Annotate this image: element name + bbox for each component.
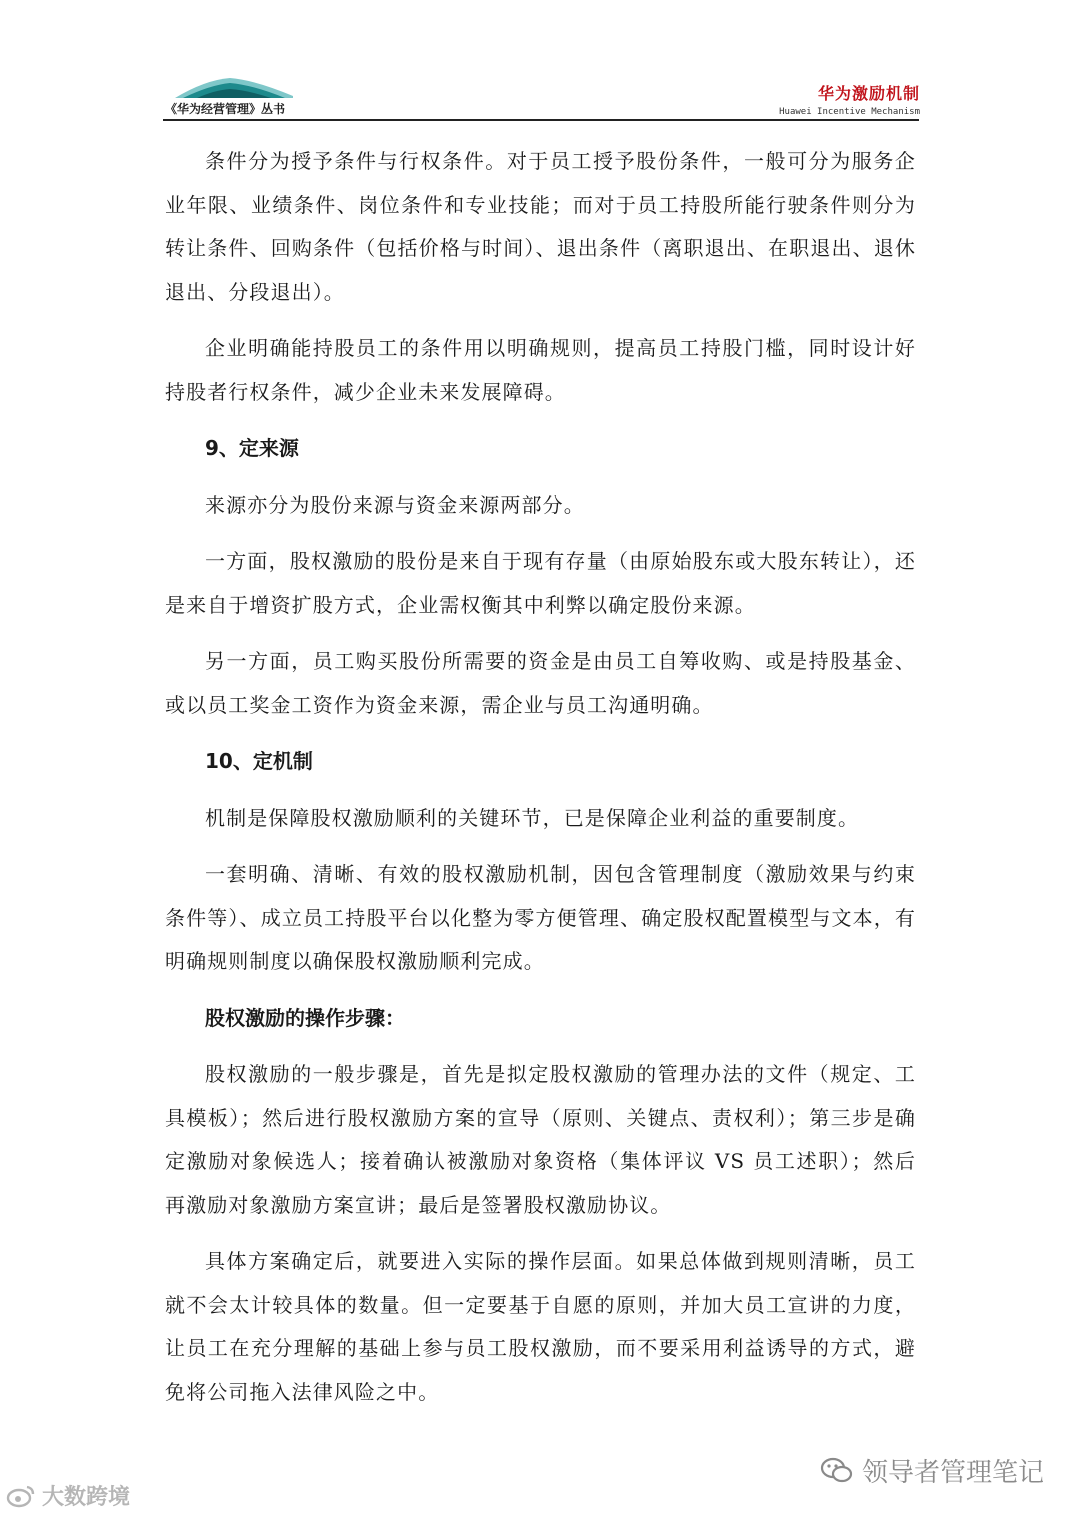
paragraph: 具体方案确定后，就要进入实际的操作层面。如果总体做到规则清晰，员工就不会太计较具体的数量。但一定要基于自愿的原则，并加大员工宣讲的力度，让员工在充分理解的基础上参与员工股权激励，而不要采用利益诱导的方式，避免将公司拖入法律风险之中。 bbox=[165, 1249, 916, 1404]
paragraph: 一方面，股权激励的股份是来自于现有存量（由原始股东或大股东转让），还是来自于增资扩股方式，企业需权衡其中利弊以确定股份来源。 bbox=[165, 549, 916, 617]
brand-title: 华为激励机制 bbox=[817, 84, 920, 103]
brand-subtitle: Huawei Incentive Mechanism bbox=[779, 107, 920, 117]
paragraph: 一套明确、清晰、有效的股权激励机制，因包含管理制度（激励效果与约束条件等）、成立员工持股平台以化整为零方便管理、确定股权配置模型与文本，有明确规则制度以确保股权激励顺利完成。 bbox=[165, 862, 916, 973]
paragraph: 另一方面，员工购买股份所需要的资金是由员工自筹收购、或是持股基金、或以员工奖金工资作为资金来源，需企业与员工沟通明确。 bbox=[165, 649, 916, 717]
wechat-icon bbox=[820, 1456, 854, 1486]
watermark-right bbox=[820, 1452, 1044, 1489]
paragraph: 机制是保障股权激励顺利的关键环节，已是保障企业利益的重要制度。 bbox=[205, 805, 860, 830]
section-heading: 股权激励的操作步骤： bbox=[205, 1005, 405, 1030]
header-divider bbox=[163, 119, 919, 121]
weibo-icon bbox=[6, 1484, 36, 1508]
section-heading: 10、定机制 bbox=[205, 749, 313, 773]
paragraph: 条件分为授予条件与行权条件。对于员工授予股份条件，一般可分为服务企业年限、业绩条件、岗位条件和专业技能；而对于员工持股所能行驶条件则分为转让条件、回购条件（包括价格与时间）、退出条件（离职退出、在职退出、退休退出、分段退出）。 bbox=[165, 149, 916, 304]
watermark-left-text: 大数跨境 bbox=[42, 1485, 131, 1510]
section-heading: 9、定来源 bbox=[205, 436, 299, 460]
mountain-logo-icon bbox=[175, 72, 295, 100]
paragraph: 企业明确能持股员工的条件用以明确规则，提高员工持股门槛，同时设计好持股者行权条件，减少企业未来发展障碍。 bbox=[165, 336, 916, 404]
document-body bbox=[165, 140, 916, 1414]
paragraph: 来源亦分为股份来源与资金来源两部分。 bbox=[205, 492, 585, 517]
watermark-right-text: 领导者管理笔记 bbox=[861, 1458, 1044, 1488]
paragraph: 股权激励的一般步骤是，首先是拟定股权激励的管理办法的文件（规定、工具模板）；然后进行股权激励方案的宣导（原则、关键点、责权利）；第三步是确定激励对象候选人；接着确认被激励对象资格（集体评议 VS 员工述职）；然后再激励对象激励方案宣讲；最后是签署股权激励协议。 bbox=[165, 1062, 916, 1217]
watermark-left bbox=[6, 1480, 130, 1511]
series-label: 《华为经营管理》丛书 bbox=[165, 102, 286, 116]
header-right bbox=[779, 84, 920, 117]
